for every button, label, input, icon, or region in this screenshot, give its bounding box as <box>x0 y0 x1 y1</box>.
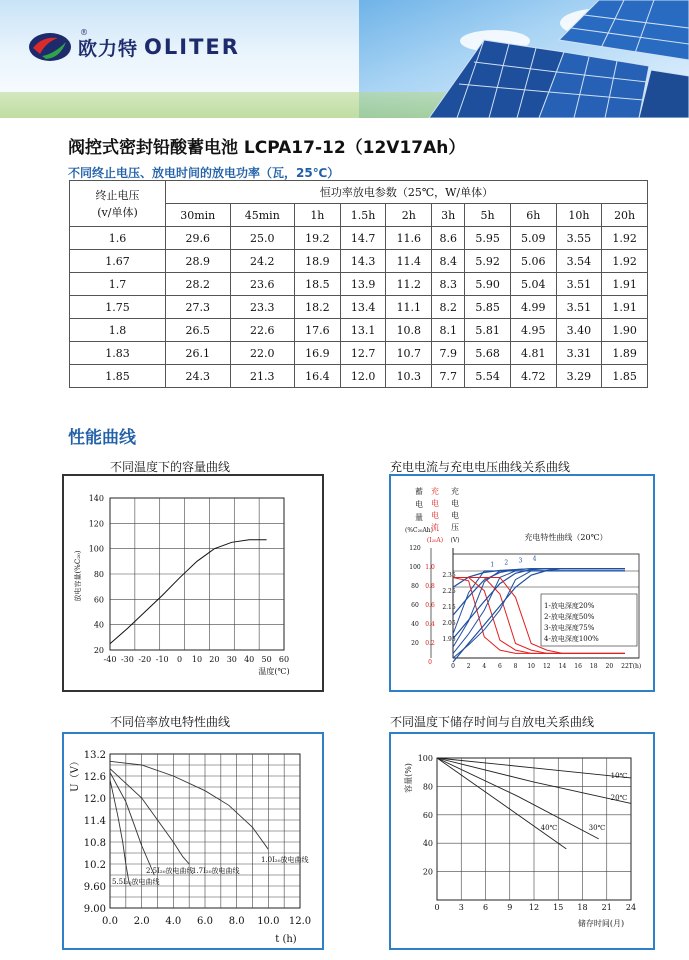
capacity-tick: 20 <box>411 640 419 647</box>
value-cell: 1.90 <box>602 319 648 342</box>
table-row <box>70 319 648 342</box>
value-cell: 26.5 <box>166 319 231 342</box>
x-tick-label: 16 <box>574 663 582 670</box>
value-cell: 10.3 <box>386 365 432 388</box>
y-tick-label: 11.4 <box>83 816 106 827</box>
y-tick-label: 40 <box>422 839 433 849</box>
x-tick-label: 12 <box>542 663 551 670</box>
value-cell: 1.89 <box>602 342 648 365</box>
x-tick-label: 30 <box>226 655 237 664</box>
value-cell: 25.0 <box>230 227 295 250</box>
y-tick-label: 100 <box>417 754 433 763</box>
column-header: 1.5h <box>340 204 386 227</box>
axis-title-capacity: 电 <box>415 500 423 509</box>
value-cell: 3.55 <box>556 227 602 250</box>
value-cell: 24.2 <box>230 250 295 273</box>
current-tick: 0.8 <box>425 583 435 590</box>
y-tick-label: 40 <box>93 620 104 630</box>
x-axis-label: 储存时间(月) <box>577 919 625 928</box>
x-tick-label: 9 <box>507 903 513 912</box>
value-cell: 5.85 <box>465 296 511 319</box>
y-tick-label: 80 <box>93 570 104 579</box>
axis-title-voltage: 电 <box>451 499 459 508</box>
voltage-cell: 1.6 <box>70 227 166 250</box>
voltage-cell: 1.85 <box>70 365 166 388</box>
table-caption: 恒功率放电参数（25℃，W/单体） <box>166 181 648 204</box>
series-label: 1.7I₂₀放电曲线 <box>192 867 240 875</box>
y-tick-label: 60 <box>93 595 104 605</box>
value-cell: 8.6 <box>432 227 465 250</box>
table-row <box>70 365 648 388</box>
x-tick-label: 0 <box>434 903 440 912</box>
value-cell: 24.3 <box>166 365 231 388</box>
x-tick-label: 0.0 <box>102 916 118 927</box>
chart-discharge-rate <box>64 734 322 948</box>
x-tick-label: 6 <box>497 663 502 670</box>
x-tick-label: 0 <box>177 655 183 664</box>
axis-unit-capacity: (%C₂₀Ah) <box>405 527 433 534</box>
value-cell: 5.68 <box>465 342 511 365</box>
value-cell: 28.9 <box>166 250 231 273</box>
value-cell: 5.81 <box>465 319 511 342</box>
current-tick: 1.0 <box>425 564 435 571</box>
value-cell: 27.3 <box>166 296 231 319</box>
column-header: 2h <box>386 204 432 227</box>
y-tick-label: 100 <box>88 544 104 554</box>
x-tick-label: 0 <box>451 663 455 670</box>
axis-unit-voltage: (V) <box>450 537 460 544</box>
curve-label: 3 <box>518 557 523 565</box>
solar-panels-image <box>389 0 689 118</box>
series-line-3 <box>110 769 189 864</box>
value-cell: 21.3 <box>230 365 295 388</box>
value-cell: 3.51 <box>556 273 602 296</box>
column-header: 3h <box>432 204 465 227</box>
column-header: 30min <box>166 204 231 227</box>
logo-mark-icon <box>28 32 72 62</box>
value-cell: 18.5 <box>295 273 341 296</box>
chart-panel-charging <box>389 474 655 692</box>
row-header-unit: (v/单体) <box>97 205 138 219</box>
value-cell: 10.7 <box>386 342 432 365</box>
chart-title-charging: 充电电流与充电电压曲线关系曲线 <box>390 460 571 474</box>
current-tick: 0.6 <box>425 602 435 609</box>
x-tick-label: 4.0 <box>165 916 182 927</box>
voltage-tick: 2.15 <box>442 604 456 611</box>
x-tick-label: 22 <box>621 663 629 670</box>
legend-entry: 3-放电深度75% <box>544 624 595 632</box>
value-cell: 5.06 <box>510 250 556 273</box>
capacity-tick: 40 <box>411 621 419 628</box>
value-cell: 23.6 <box>230 273 295 296</box>
x-axis-label: t (h) <box>275 934 297 945</box>
x-tick-label: 18 <box>577 903 588 912</box>
x-tick-label: 14 <box>558 663 567 670</box>
table-row <box>70 273 648 296</box>
value-cell: 28.2 <box>166 273 231 296</box>
x-tick-label: 18 <box>589 663 598 670</box>
column-header: 6h <box>510 204 556 227</box>
page-title: 阀控式密封铅酸蓄电池 LCPA17-12（12V17Ah） <box>68 138 466 158</box>
y-tick-label: 20 <box>422 867 433 877</box>
y-tick-label: 140 <box>88 494 104 503</box>
value-cell: 5.92 <box>465 250 511 273</box>
value-cell: 22.6 <box>230 319 295 342</box>
value-cell: 14.3 <box>340 250 386 273</box>
y-axis-label: 放电容量(%C₂₀) <box>74 550 82 602</box>
table-row <box>70 227 648 250</box>
value-cell: 5.54 <box>465 365 511 388</box>
voltage-cell: 1.8 <box>70 319 166 342</box>
value-cell: 8.3 <box>432 273 465 296</box>
chart-panel-temp-capacity <box>62 474 324 692</box>
axis-title-capacity: 蓄 <box>415 487 423 496</box>
y-tick-label: 10.2 <box>83 860 106 871</box>
x-tick-label: 10 <box>527 663 536 670</box>
x-tick-label: 50 <box>261 655 272 664</box>
x-tick-label: 8 <box>513 663 518 670</box>
x-tick-label: 12 <box>528 903 540 912</box>
voltage-tick: 1.95 <box>442 636 456 643</box>
table-row <box>70 296 648 319</box>
x-tick-label: 15 <box>553 903 564 912</box>
axis-unit-current: (I₂₀A) <box>426 537 444 544</box>
x-tick-label: -10 <box>155 655 169 664</box>
x-tick-label: 6.0 <box>197 916 213 927</box>
x-axis-label: 温度(℃) <box>258 667 290 676</box>
value-cell: 3.40 <box>556 319 602 342</box>
series-line-2 <box>110 772 154 875</box>
voltage-cell: 1.67 <box>70 250 166 273</box>
value-cell: 26.1 <box>166 342 231 365</box>
series-line-4 <box>437 758 566 849</box>
x-tick-label: 20 <box>605 663 614 670</box>
axis-title-current: 流 <box>431 523 439 532</box>
y-axis-label: 容量(%) <box>404 763 413 793</box>
value-cell: 11.4 <box>386 250 432 273</box>
value-cell: 13.1 <box>340 319 386 342</box>
current-tick: 0.2 <box>425 640 435 647</box>
capacity-tick: 60 <box>411 602 419 609</box>
value-cell: 5.95 <box>465 227 511 250</box>
x-tick-label: 4 <box>482 663 487 670</box>
value-cell: 13.9 <box>340 273 386 296</box>
value-cell: 10.8 <box>386 319 432 342</box>
series-label: 2.5I₂₀放电曲线 <box>146 867 194 875</box>
row-header-label: 终止电压 <box>95 188 140 202</box>
chart-title-temp-capacity: 不同温度下的容量曲线 <box>110 460 231 474</box>
value-cell: 8.2 <box>432 296 465 319</box>
x-tick-label: 24 <box>625 903 637 912</box>
voltage-cell: 1.75 <box>70 296 166 319</box>
value-cell: 23.3 <box>230 296 295 319</box>
value-cell: 1.91 <box>602 296 648 319</box>
header-banner <box>0 0 689 118</box>
column-header: 1h <box>295 204 341 227</box>
x-tick-label: 2 <box>466 663 471 670</box>
chart-self-discharge <box>391 734 653 948</box>
x-tick-label: 6 <box>482 903 489 912</box>
x-tick-label: 3 <box>458 903 464 912</box>
value-cell: 16.9 <box>295 342 341 365</box>
power-discharge-table <box>69 180 648 388</box>
value-cell: 3.51 <box>556 296 602 319</box>
value-cell: 17.6 <box>295 319 341 342</box>
chart-panel-discharge-rate <box>62 732 324 950</box>
current-tick: 0 <box>428 659 432 666</box>
x-tick-label: 2.0 <box>133 916 150 927</box>
column-header: 45min <box>230 204 295 227</box>
legend-entry: 4-放电深度100% <box>544 635 599 643</box>
value-cell: 11.1 <box>386 296 432 319</box>
x-tick-label: 10 <box>191 655 203 664</box>
series-label: 5.5I₂₀放电曲线 <box>112 878 160 886</box>
value-cell: 1.91 <box>602 273 648 296</box>
inner-chart-title: 充电特性曲线（20℃） <box>524 533 608 542</box>
value-cell: 16.4 <box>295 365 341 388</box>
series-line-capacity <box>110 540 267 644</box>
capacity-tick: 80 <box>411 583 419 590</box>
chart-title-discharge-rate: 不同倍率放电特性曲线 <box>110 715 231 729</box>
legend-entry: 1-放电深度20% <box>544 602 595 610</box>
value-cell: 22.0 <box>230 342 295 365</box>
value-cell: 19.2 <box>295 227 341 250</box>
curve-label: 4 <box>532 555 537 563</box>
x-tick-label: -40 <box>103 655 117 664</box>
x-tick-label: -30 <box>120 655 134 664</box>
voltage-tick: 2.25 <box>442 588 456 595</box>
table-subtitle: 不同终止电压、放电时间的放电功率（瓦，25℃） <box>68 166 340 180</box>
y-tick-label: 13.2 <box>83 750 106 761</box>
table-row <box>70 342 648 365</box>
value-cell: 4.99 <box>510 296 556 319</box>
series-label: 30℃ <box>588 824 606 832</box>
column-header: 20h <box>602 204 648 227</box>
value-cell: 5.09 <box>510 227 556 250</box>
value-cell: 7.7 <box>432 365 465 388</box>
value-cell: 8.4 <box>432 250 465 273</box>
x-tick-label: 40 <box>244 655 255 664</box>
chart-panel-self-discharge <box>389 732 655 950</box>
value-cell: 11.6 <box>386 227 432 250</box>
axis-title-voltage: 充 <box>451 487 459 496</box>
capacity-tick: 120 <box>409 545 421 552</box>
voltage-cell: 1.83 <box>70 342 166 365</box>
chart-title-self-discharge: 不同温度下储存时间与自放电关系曲线 <box>390 715 595 729</box>
chart-charging <box>391 476 653 690</box>
x-tick-label: 60 <box>278 655 290 664</box>
y-tick-label: 10.8 <box>83 838 106 849</box>
y-tick-label: 60 <box>422 810 433 820</box>
table-row <box>70 250 648 273</box>
value-cell: 7.9 <box>432 342 465 365</box>
axis-title-current: 电 <box>431 511 439 520</box>
y-tick-label: 80 <box>422 782 433 792</box>
value-cell: 12.0 <box>340 365 386 388</box>
brand-name-cn: 欧力特 <box>78 37 139 60</box>
value-cell: 14.7 <box>340 227 386 250</box>
section-title: 性能曲线 <box>68 428 136 448</box>
y-tick-label: 9.60 <box>83 882 106 893</box>
x-tick-label: 21 <box>601 903 612 912</box>
x-tick-label: 12.0 <box>288 916 312 927</box>
curve-label: 2 <box>504 559 509 567</box>
value-cell: 4.72 <box>510 365 556 388</box>
column-header: 10h <box>556 204 602 227</box>
value-cell: 18.2 <box>295 296 341 319</box>
current-tick: 0.4 <box>425 621 435 628</box>
voltage-cell: 1.7 <box>70 273 166 296</box>
y-tick-label: 120 <box>88 519 104 529</box>
x-tick-label: -20 <box>138 655 152 664</box>
value-cell: 4.81 <box>510 342 556 365</box>
axis-title-voltage: 压 <box>451 523 459 532</box>
x-tick-label: 8.0 <box>228 916 245 927</box>
axis-title-current: 电 <box>431 499 439 508</box>
axis-title-current: 充 <box>431 487 439 496</box>
y-tick-label: 12.0 <box>83 794 106 805</box>
y-tick-label: 12.6 <box>83 772 106 783</box>
series-label: 20℃ <box>610 794 628 802</box>
value-cell: 18.9 <box>295 250 341 273</box>
value-cell: 11.2 <box>386 273 432 296</box>
value-cell: 12.7 <box>340 342 386 365</box>
chart-temp-capacity <box>64 476 322 690</box>
y-tick-label: 9.00 <box>83 904 106 915</box>
value-cell: 1.85 <box>602 365 648 388</box>
capacity-tick: 100 <box>409 564 421 571</box>
value-cell: 29.6 <box>166 227 231 250</box>
series-label: 40℃ <box>540 824 558 832</box>
value-cell: 1.92 <box>602 227 648 250</box>
curve-label: 1 <box>490 561 495 569</box>
brand-name-en: OLITER <box>144 35 240 59</box>
registered-mark: ® <box>80 28 88 37</box>
x-tick-label: T(h) <box>628 663 642 670</box>
row-header-cell <box>70 181 166 227</box>
value-cell: 13.4 <box>340 296 386 319</box>
value-cell: 5.04 <box>510 273 556 296</box>
value-cell: 3.29 <box>556 365 602 388</box>
value-cell: 5.90 <box>465 273 511 296</box>
voltage-tick: 2.35 <box>442 572 456 579</box>
y-axis-label: U（V） <box>70 756 81 792</box>
series-label: 1.0I₂₀放电曲线 <box>261 856 309 864</box>
value-cell: 4.95 <box>510 319 556 342</box>
voltage-tick: 2.05 <box>442 620 456 627</box>
legend-entry: 2-放电深度50% <box>544 613 595 621</box>
value-cell: 8.1 <box>432 319 465 342</box>
axis-title-capacity: 量 <box>415 513 423 522</box>
y-tick-label: 20 <box>93 646 104 655</box>
series-line-1 <box>110 780 131 886</box>
axis-title-voltage: 电 <box>451 511 459 520</box>
x-tick-label: 20 <box>209 655 220 664</box>
value-cell: 1.92 <box>602 250 648 273</box>
series-label: 10℃ <box>610 772 628 780</box>
x-tick-label: 10.0 <box>257 916 280 927</box>
column-header: 5h <box>465 204 511 227</box>
brand-logo <box>28 28 240 62</box>
value-cell: 3.31 <box>556 342 602 365</box>
value-cell: 3.54 <box>556 250 602 273</box>
